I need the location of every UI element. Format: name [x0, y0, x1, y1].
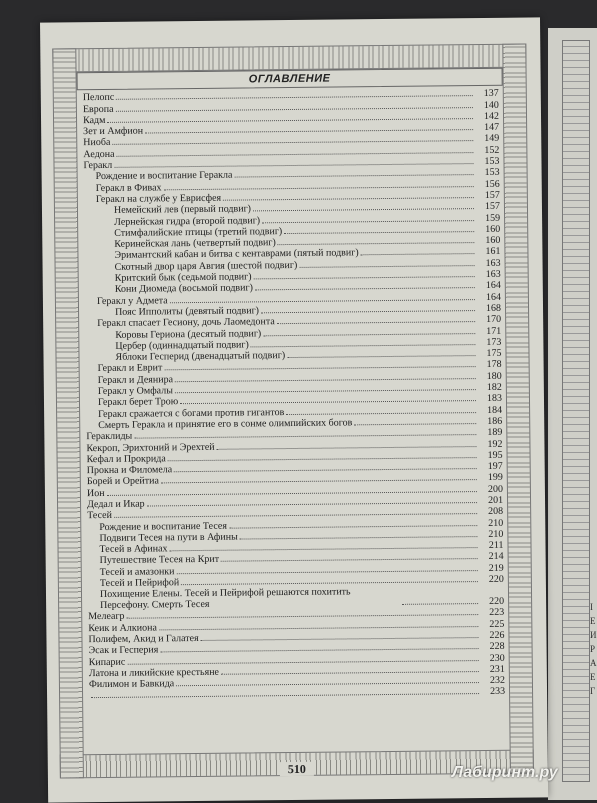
toc-entry-page: 225: [489, 618, 505, 630]
toc-entry-page: 195: [487, 449, 503, 461]
toc-entry-title: Немейский лев (первый подвиг): [113, 203, 252, 217]
toc-entry-title: Кеик и Алкиона: [88, 622, 157, 634]
toc-entry-page: 192: [487, 438, 503, 450]
toc-entry-page: 211: [488, 539, 504, 552]
toc-entry-page: 164: [485, 280, 501, 292]
toc-entry-title: Геракл сражается с богами против гигантов: [98, 406, 285, 420]
facing-page-glyph: Р: [590, 644, 596, 654]
toc-entry-page: 159: [485, 212, 501, 224]
toc-entry-title: Ион: [86, 487, 105, 499]
toc-entry-page: 163: [485, 268, 501, 281]
toc-entry-page: 219: [488, 562, 504, 574]
toc-entry-title: Подвиги Тесея на пути в Афины: [99, 531, 238, 544]
toc-entry-title: Похищение Елены. Тесей и Пейрифой решаются похитить Персефону. Смерть Тесея: [99, 586, 351, 612]
toc-entry-title: Эримантский кабан и битва с кентаврами (пятый подвиг): [114, 247, 359, 262]
toc-entry-title: Дедал и Икар: [87, 498, 145, 511]
toc-entry-title: Кадм: [82, 114, 106, 127]
facing-page-glyph: Е: [590, 616, 596, 626]
watermark-logo: Лабиринт.ру: [452, 764, 558, 781]
toc-entry-page: 160: [485, 223, 501, 235]
toc-entry-title: Кипарис: [88, 656, 126, 668]
toc-entry-title: Кекроп, Эрихтоний и Эрехтей: [86, 441, 215, 454]
dot-leader: [263, 333, 475, 336]
toc-entry-page: 147: [484, 122, 500, 134]
toc-entry-page: 175: [486, 347, 502, 360]
toc-entry-page: 137: [483, 88, 499, 100]
toc-entry-title: Кефал и Прокрида: [86, 453, 166, 465]
toc-entry-title: Аедона: [83, 148, 115, 160]
toc-entry-title: Пояс Ипполиты (девятый подвиг): [114, 305, 260, 318]
toc-entry-page: 214: [488, 551, 504, 563]
toc-entry-page: 149: [484, 133, 500, 145]
page-title: ОГЛАВЛЕНИЕ: [77, 68, 503, 90]
toc-entry-page: 220: [488, 573, 504, 586]
toc-entry-title: Тесей и Пейрифой: [99, 577, 180, 590]
toc-entry-page: 153: [484, 167, 500, 179]
dot-leader: [234, 174, 473, 178]
toc-entry-page: 231: [489, 663, 505, 675]
toc-entry-title: Яблоки Гесперид (двенадцатый подвиг): [115, 350, 286, 363]
dot-leader: [255, 287, 475, 290]
dot-leader: [91, 693, 479, 698]
dot-leader: [261, 310, 475, 313]
dot-leader: [361, 254, 475, 256]
toc-entry-title: Ниоба: [83, 137, 111, 149]
toc-entry-page: 228: [489, 641, 505, 653]
toc-entry-page: 208: [488, 506, 504, 518]
toc-entry-page: 152: [484, 144, 500, 156]
toc-entry-page: 200: [487, 483, 503, 495]
toc-entry-page: 180: [486, 370, 502, 382]
dot-leader: [286, 412, 476, 415]
toc-entry-title: Цербер (одиннадцатый подвиг): [115, 339, 249, 352]
toc-entry-page: 153: [484, 155, 500, 168]
toc-entry-title: Скотный двор царя Авгия (шестой подвиг): [114, 259, 298, 273]
toc-entry-title: Коровы Гериона (десятый подвиг): [115, 327, 262, 341]
toc-entry-title: Эсак и Гесперия: [88, 644, 159, 657]
toc-entry-title: Мелеагр: [88, 611, 125, 623]
toc-entry-page: 183: [486, 393, 503, 405]
facing-page-glyph: Г: [590, 686, 596, 696]
dot-leader: [262, 220, 474, 223]
facing-page-glyph: І: [590, 602, 593, 612]
dot-leader: [299, 265, 474, 268]
toc-entry-title: Кони Диомеда (восьмой подвиг): [114, 282, 253, 296]
ornament-border-left: [52, 48, 84, 778]
toc-entry-title: Критский бык (седьмой подвиг): [114, 271, 252, 284]
toc-entry-title: Геракл и Еврит: [97, 362, 163, 375]
toc-entry-title: Путешествие Тесея на Крит: [99, 554, 220, 567]
toc-entry-page: 142: [483, 110, 500, 122]
toc-entry-title: Рождение и воспитание Геракла: [95, 169, 233, 183]
toc-entry-page: 223: [489, 607, 505, 619]
toc-entry-title: Прокна и Филомела: [86, 464, 173, 477]
toc-entry-page: 173: [486, 336, 502, 348]
toc-entry-page: 199: [487, 472, 503, 484]
dot-leader: [402, 603, 478, 605]
toc-entry-title: Геракл и Деянира: [97, 373, 174, 386]
toc-entry-page: 233: [489, 686, 506, 698]
facing-page-border: [562, 40, 590, 782]
dot-leader: [254, 276, 475, 279]
facing-page-glyph: Е: [590, 672, 596, 682]
facing-page-text: [590, 600, 597, 698]
toc-entry-title: Рождение и воспитание Тесея: [99, 520, 227, 533]
ornament-border-right: [502, 44, 534, 774]
dot-leader: [240, 536, 478, 539]
toc-entry-page: 232: [489, 674, 505, 687]
dot-leader: [354, 423, 476, 425]
toc-entry-page: 210: [488, 528, 504, 540]
facing-page-glyph: И: [590, 630, 597, 640]
toc-entry-title: Геракл берет Трою: [97, 396, 179, 409]
toc-entry-page: 161: [485, 246, 501, 258]
dot-leader: [201, 637, 479, 641]
toc-entry-page: 230: [489, 652, 505, 664]
toc-entry-title: Тесей в Афинах: [99, 543, 168, 556]
toc-entry-title: Борей и Орейтиа: [86, 475, 159, 488]
toc-entry-page: 226: [489, 629, 505, 641]
toc-entry-title: Тесей и амазонки: [99, 566, 175, 578]
toc-entry-page: 164: [485, 291, 501, 303]
dot-leader: [284, 231, 474, 234]
toc-entry-page: 201: [487, 494, 504, 506]
toc-entry-title: Лернейская гидра (второй подвиг): [114, 214, 261, 228]
toc-entry-page: 168: [485, 302, 502, 314]
toc-entry-page: 197: [487, 460, 503, 473]
toc-entry-page: 157: [484, 201, 501, 213]
toc-entry-title: Гераклиды: [86, 430, 133, 443]
toc-entry-title: Геракл на службе у Еврисфея: [95, 192, 222, 206]
toc-entry-title: Филимон и Бавкида: [88, 678, 175, 691]
dot-leader: [287, 355, 475, 358]
page-number: 510: [280, 762, 314, 776]
toc-entry-title: Геракл: [83, 159, 113, 172]
dot-leader: [278, 242, 475, 245]
dot-leader: [217, 446, 477, 450]
toc-entry-page: 189: [487, 427, 503, 439]
dot-leader: [221, 559, 478, 563]
toc-entry-title: Зет и Амфион: [83, 125, 144, 138]
toc-entry-page: 178: [486, 359, 502, 371]
toc-entry-title: Полифем, Акид и Галатея: [88, 632, 199, 646]
toc-entry-title: Пелопс: [82, 92, 115, 104]
table-of-contents: [83, 88, 505, 702]
toc-entry-title: Смерть Геракла и принятие его в сонме олимпийских богов: [98, 417, 353, 431]
dot-leader: [253, 208, 474, 211]
toc-entry-page: 186: [487, 415, 503, 427]
toc-entry-page: 156: [484, 178, 500, 190]
toc-entry-title: Геракл у Омфалы: [97, 385, 173, 398]
toc-entry-page: 160: [485, 234, 501, 247]
toc-entry-title: Геракл спасает Гесиону, дочь Лаомедонта: [97, 316, 275, 330]
toc-entry-page: 182: [486, 381, 502, 393]
dot-leader: [277, 321, 475, 324]
toc-entry-title: Латона и ликийские крестьяне: [88, 666, 220, 679]
toc-entry-page: 184: [487, 404, 503, 416]
toc-entry-page: 171: [486, 325, 502, 337]
dot-leader: [251, 344, 476, 347]
toc-entry-title: Стимфалийские птицы (третий подвиг): [114, 225, 283, 239]
toc-entry-page: 157: [484, 189, 500, 201]
dot-leader: [223, 197, 474, 201]
toc-entry-title: Геракл в Фивах: [95, 182, 162, 194]
dot-leader: [229, 525, 477, 529]
toc-entry-page: 210: [488, 517, 504, 529]
toc-entry-page: 140: [483, 99, 499, 111]
toc-entry-title: Керинейская лань (четвертый подвиг): [114, 237, 276, 251]
toc-entry-title: Тесей: [87, 510, 113, 522]
toc-entry-title: Геракл у Адмета: [96, 294, 168, 307]
book-page: [40, 17, 548, 802]
toc-entry-page: 220: [489, 595, 505, 608]
toc-entry-page: 170: [486, 314, 502, 326]
toc-entry-page: 163: [485, 257, 501, 269]
facing-page-glyph: А: [590, 658, 597, 668]
toc-entry-title: Европа: [82, 103, 114, 115]
dot-leader: [221, 671, 479, 675]
